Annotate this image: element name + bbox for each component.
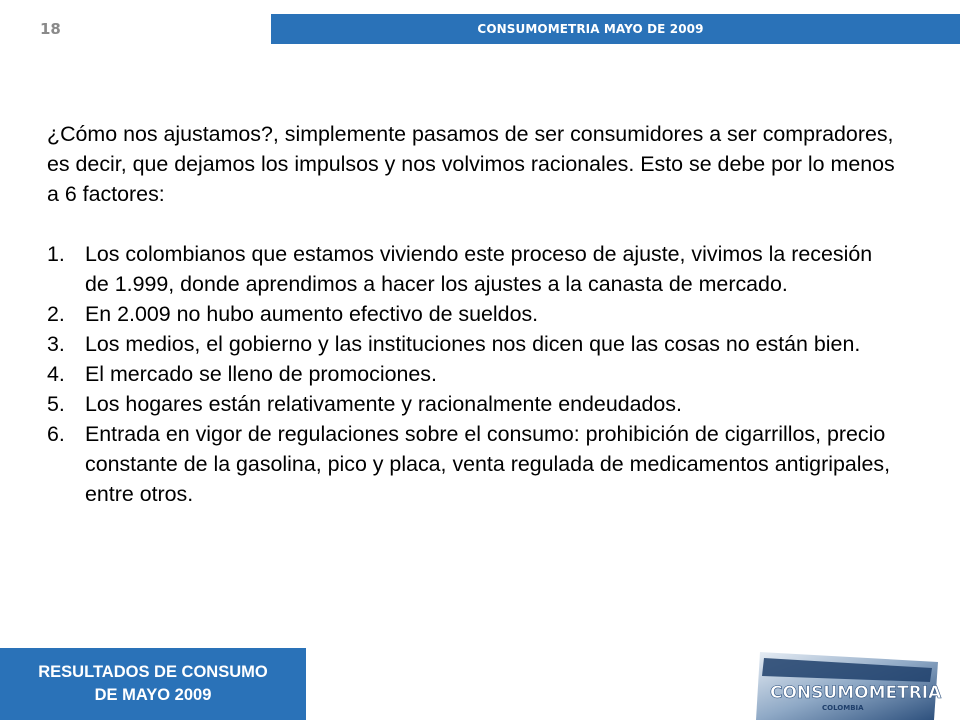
list-item-number: 6. xyxy=(47,422,65,446)
factor-list xyxy=(47,239,897,509)
list-item-number: 2. xyxy=(47,302,65,326)
list-item xyxy=(47,329,897,359)
list-item xyxy=(47,419,897,509)
list-item-text: Entrada en vigor de regulaciones sobre el consumo: prohibición de cigarrillos, precio constante de la gasolina, pico y placa, venta regulada de medicamentos antigripales, entre otros. xyxy=(85,422,891,506)
page-number: 18 xyxy=(40,20,61,38)
list-item xyxy=(47,299,897,329)
consumometria-logo xyxy=(752,648,942,720)
list-item-number: 4. xyxy=(47,362,65,386)
footer-line-1: RESULTADOS DE CONSUMO xyxy=(38,663,268,681)
list-item-text: Los colombianos que estamos viviendo este proceso de ajuste, vivimos la recesión de 1.999, donde aprendimos a hacer los ajustes a la canasta de mercado. xyxy=(85,242,873,296)
list-item-text: Los hogares están relativamente y racionalmente endeudados. xyxy=(85,392,682,416)
list-item-text: Los medios, el gobierno y las instituciones nos dicen que las cosas no están bien. xyxy=(85,332,861,356)
footer-line-2: DE MAYO 2009 xyxy=(94,686,212,704)
list-item xyxy=(47,239,897,299)
list-item-number: 3. xyxy=(47,332,65,356)
logo-subtext: COLOMBIA xyxy=(822,704,864,712)
header-title: CONSUMOMETRIA MAYO DE 2009 xyxy=(477,22,704,36)
list-item-number: 1. xyxy=(47,242,65,266)
footer-box xyxy=(0,648,306,720)
list-item-text: En 2.009 no hubo aumento efectivo de sueldos. xyxy=(85,302,539,326)
logo-text: CONSUMOMETRIA xyxy=(770,683,942,703)
intro-paragraph: ¿Cómo nos ajustamos?, simplemente pasamos de ser consumidores a ser compradores, es decir, que dejamos los impulsos y nos volvimos racionales. Esto se debe por lo menos a 6 factores: xyxy=(47,122,895,206)
list-item xyxy=(47,359,897,389)
slide-body xyxy=(47,119,897,509)
header-bar xyxy=(271,14,960,44)
list-item-number: 5. xyxy=(47,392,65,416)
list-item xyxy=(47,389,897,419)
list-item-text: El mercado se lleno de promociones. xyxy=(85,362,437,386)
